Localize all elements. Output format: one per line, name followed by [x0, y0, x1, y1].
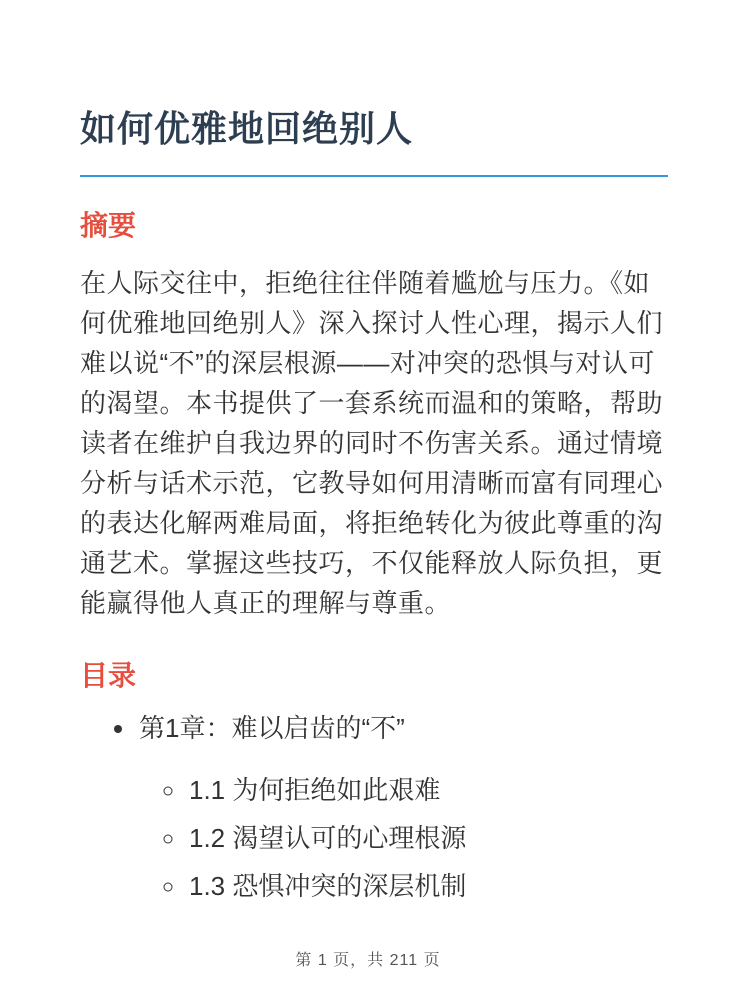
toc-chapter-item: • 第1章：难以启齿的“不” [137, 708, 668, 748]
page-title: 如何优雅地回绝别人 [80, 108, 414, 149]
summary-heading: 摘要 [80, 210, 137, 241]
toc-section-item: ◦ 1.2 渴望认可的心理根源 [187, 818, 668, 858]
summary-text: 在人际交往中，拒绝往往伴随着尴尬与压力。《如何优雅地回绝别人》深入探讨人性心理，揭示人们难以说“不”的深层根源——对冲突的恐惧与对认可的渴望。本书提供了一套系统而温和的策略，帮助读者在维护自我边界的同时不伤害关系。通过情境分析与话术示范，它教导如何用清晰而富有同理心的表达化解两难局面，将拒绝转化为彼此尊重的沟通艺术。掌握这些技巧，不仅能释放人际负担，更能赢得他人真正的理解与尊重。 [80, 267, 664, 618]
page-number: 第 1 页，共 211 页 [295, 952, 441, 969]
toc-section-list [137, 770, 668, 906]
toc-section-item: ◦ 1.3 恐惧冲突的深层机制 [187, 866, 668, 906]
toc-list [80, 708, 668, 906]
toc-section-item: ◦ 1.1 为何拒绝如此艰难 [187, 770, 668, 810]
toc-heading: 目录 [80, 659, 137, 691]
title-divider [80, 175, 668, 177]
